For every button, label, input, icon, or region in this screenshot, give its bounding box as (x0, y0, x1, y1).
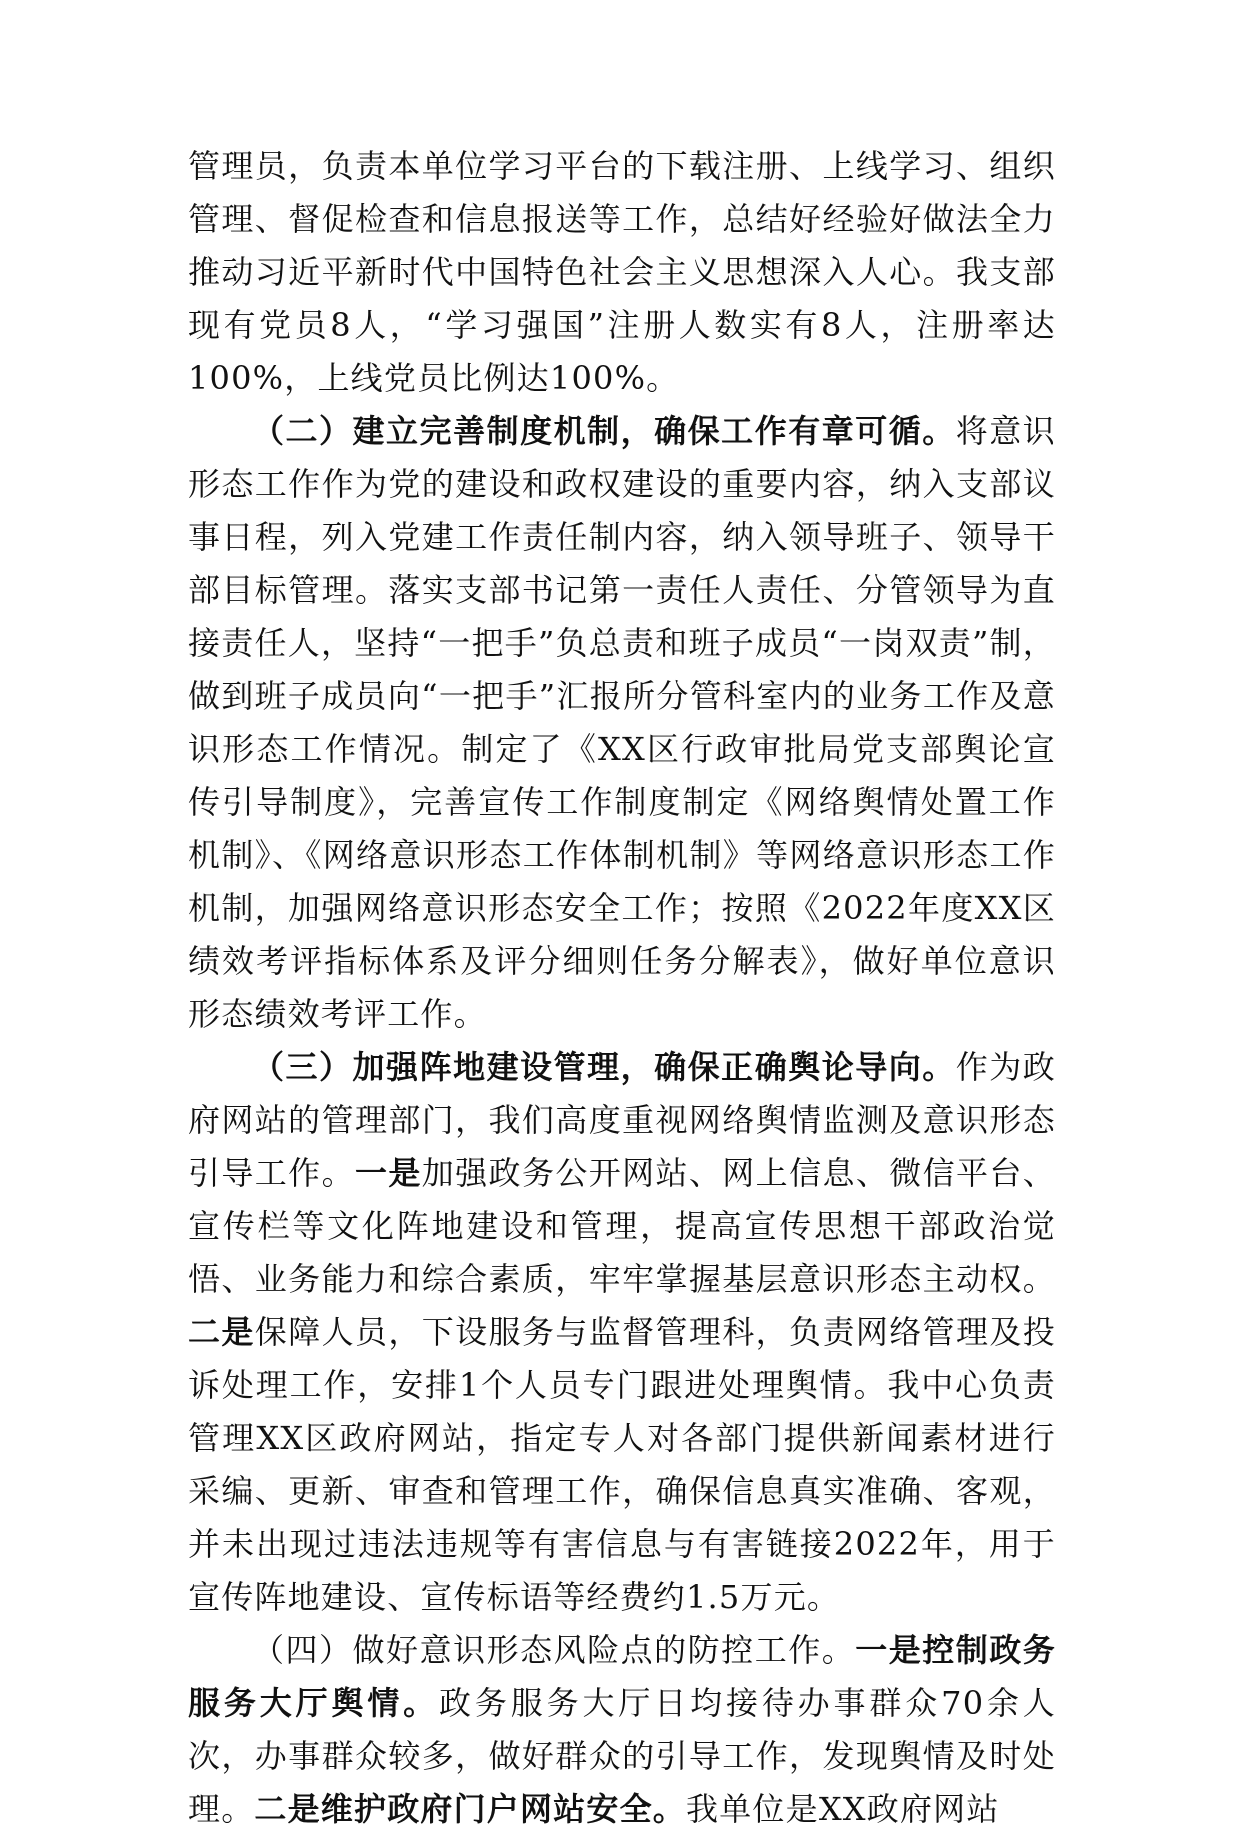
paragraph-3-point-2-label: 二是 (188, 1313, 255, 1351)
document-page (188, 140, 1056, 1836)
paragraph-4-point-2-text: 我单位是XX政府网站 (686, 1790, 1000, 1828)
paragraph-4 (188, 1624, 1056, 1836)
paragraph-2-body: 将意识形态工作作为党的建设和政权建设的重要内容，纳入支部议事日程，列入党建工作责任制内容，纳入领导班子、领导干部目标管理。落实支部书记第一责任人责任、分管领导为直接责任人，坚持“一把手”负总责和班子成员“一岗双责”制，做到班子成员向“一把手”汇报所分管科室内的业务工作及意识形态工作情况。制定了《XX区行政审批局党支部舆论宣传引导制度》，完善宣传工作制度制定《网络舆情处置工作机制》、《网络意识形态工作体制机制》等网络意识形态工作机制，加强网络意识形态安全工作；按照《2022年度XX区绩效考评指标体系及评分细则任务分解表》，做好单位意识形态绩效考评工作。 (188, 412, 1056, 1033)
paragraph-3-point-1-text: 加强政务公开网站、网上信息、微信平台、宣传栏等文化阵地建设和管理，提高宣传思想干部政治觉悟、业务能力和综合素质，牢牢掌握基层意识形态主动权。 (188, 1154, 1056, 1298)
paragraph-2-heading: （二）建立完善制度机制，确保工作有章可循。 (252, 412, 956, 450)
paragraph-4-point-2-title: 二是维护政府门户网站安全。 (254, 1790, 687, 1828)
paragraph-1-text: 管理员，负责本单位学习平台的下载注册、上线学习、组织管理、督促检查和信息报送等工作，总结好经验好做法全力推动习近平新时代中国特色社会主义思想深入人心。我支部现有党员8人，“学习强国”注册人数实有8人，注册率达100%，上线党员比例达100%。 (188, 147, 1056, 397)
paragraph-3 (188, 1041, 1056, 1624)
paragraph-4-point-1-text: 政务服务大厅日均接待办事群众70余人次，办事群众较多，做好群众的引导工作，发现舆情及时处理。 (188, 1684, 1056, 1828)
paragraph-3-intro: 作为政府网站的管理部门，我们高度重视网络舆情监测及意识形态引导工作。 (188, 1048, 1056, 1192)
paragraph-3-point-2-text: 保障人员，下设服务与监督管理科，负责网络管理及投诉处理工作，安排1个人员专门跟进处理舆情。我中心负责管理XX区政府网站，指定专人对各部门提供新闻素材进行采编、更新、审查和管理工作，确保信息真实准确、客观，并未出现过违法违规等有害信息与有害链接2022年，用于宣传阵地建设、宣传标语等经费约1.5万元。 (188, 1313, 1056, 1616)
paragraph-3-point-1-label: 一是 (354, 1154, 422, 1192)
paragraph-2 (188, 405, 1056, 1041)
paragraph-3-heading: （三）加强阵地建设管理，确保正确舆论导向。 (252, 1048, 956, 1086)
paragraph-4-point-1-title: 一是控制政务服务大厅舆情。 (188, 1631, 1056, 1722)
paragraph-4-heading: （四）做好意识形态风险点的防控工作。 (252, 1631, 856, 1669)
paragraph-1 (188, 140, 1056, 405)
